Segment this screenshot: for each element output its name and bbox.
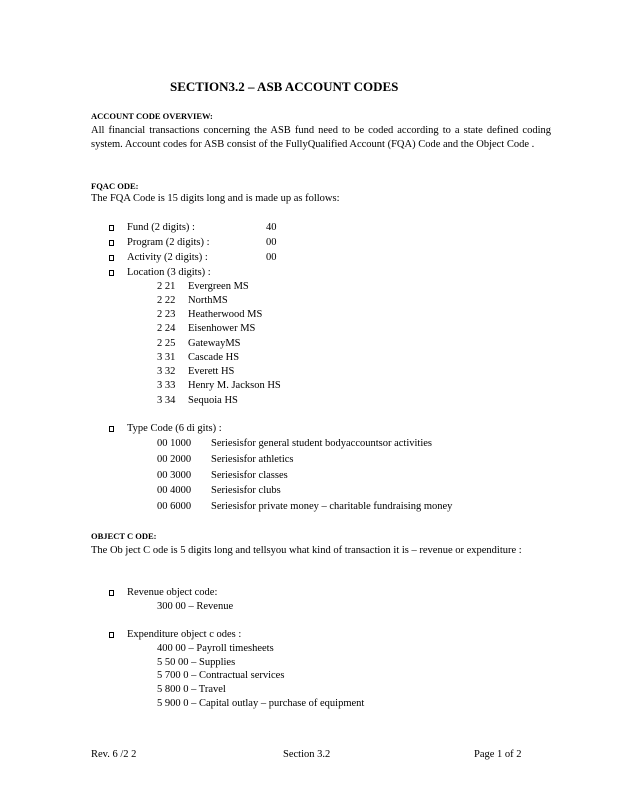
overview-heading: ACCOUNT CODE OVERVIEW: xyxy=(91,111,213,121)
footer-revision: Rev. 6 /2 2 xyxy=(91,749,137,760)
type-code-desc: Seriesisfor general student bodyaccountsor activities xyxy=(211,438,433,449)
location-code: 3 32 xyxy=(157,366,176,377)
location-code: 2 25 xyxy=(157,338,176,349)
location-code: 3 31 xyxy=(157,352,176,363)
type-code: 00 6000 xyxy=(157,501,192,512)
bullet-icon xyxy=(109,632,114,638)
expenditure-code: 400 00 – Payroll timesheets xyxy=(157,643,274,654)
location-name: Eisenhower MS xyxy=(188,323,256,334)
location-name: Evergreen MS xyxy=(188,281,249,292)
footer-section: Section 3.2 xyxy=(283,749,331,760)
expenditure-code: 5 900 0 – Capital outlay – purchase of equipment xyxy=(157,698,365,709)
type-code-desc: Seriesisfor classes xyxy=(211,470,288,481)
bullet-icon xyxy=(109,225,114,231)
footer-page-number: Page 1 of 2 xyxy=(474,749,522,760)
expenditure-code: 5 50 00 – Supplies xyxy=(157,657,236,668)
type-code-label: Type Code (6 di gits) : xyxy=(127,423,222,434)
location-code: 2 22 xyxy=(157,295,176,306)
overview-text: All financial transactions concerning the ASB fund need to be coded according to a state defined coding system. Account codes for ASB consist of the FullyQualified Account (FQA) Code and the Object Code . xyxy=(91,125,551,150)
type-code: 00 4000 xyxy=(157,485,192,496)
bullet-icon xyxy=(109,255,114,261)
location-code: 2 24 xyxy=(157,323,176,334)
location-name: Everett HS xyxy=(188,366,235,377)
type-code-desc: Seriesisfor clubs xyxy=(211,485,281,496)
revenue-label: Revenue object code: xyxy=(127,587,218,598)
fqa-item-value: 40 xyxy=(266,222,277,233)
type-code: 00 3000 xyxy=(157,470,192,481)
location-name: Sequoia HS xyxy=(188,395,238,406)
fqa-item-label: Program (2 digits) : xyxy=(127,237,210,248)
bullet-icon xyxy=(109,590,114,596)
fqa-item-label: Fund (2 digits) : xyxy=(127,222,195,233)
fqa-item-label: Activity (2 digits) : xyxy=(127,252,208,263)
location-name: Cascade HS xyxy=(188,352,240,363)
type-code: 00 2000 xyxy=(157,454,192,465)
type-code-desc: Seriesisfor athletics xyxy=(211,454,294,465)
expenditure-code: 5 700 0 – Contractual services xyxy=(157,670,285,681)
fqa-intro: The FQA Code is 15 digits long and is made up as follows: xyxy=(91,193,340,204)
fqa-heading: FQAC ODE: xyxy=(91,181,139,191)
fqa-item-label: Location (3 digits) : xyxy=(127,267,211,278)
bullet-icon xyxy=(109,270,114,276)
location-code: 2 23 xyxy=(157,309,176,320)
type-code: 00 1000 xyxy=(157,438,192,449)
location-name: Heatherwood MS xyxy=(188,309,263,320)
location-name: Henry M. Jackson HS xyxy=(188,380,281,391)
fqa-item-value: 00 xyxy=(266,252,277,263)
bullet-icon xyxy=(109,426,114,432)
location-name: GatewayMS xyxy=(188,338,241,349)
fqa-item-value: 00 xyxy=(266,237,277,248)
page-title: SECTION3.2 – ASB ACCOUNT CODES xyxy=(170,79,399,94)
object-heading: OBJECT C ODE: xyxy=(91,531,157,541)
type-code-desc: Seriesisfor private money – charitable fundraising money xyxy=(211,501,453,512)
location-code: 3 34 xyxy=(157,395,176,406)
expenditure-label: Expenditure object c odes : xyxy=(127,629,242,640)
revenue-code: 300 00 – Revenue xyxy=(157,601,234,612)
location-code: 2 21 xyxy=(157,281,176,292)
location-name: NorthMS xyxy=(188,295,228,306)
object-text: The Ob ject C ode is 5 digits long and tellsyou what kind of transaction it is – revenue or expenditure : xyxy=(91,545,522,556)
expenditure-code: 5 800 0 – Travel xyxy=(157,684,226,695)
location-code: 3 33 xyxy=(157,380,176,391)
bullet-icon xyxy=(109,240,114,246)
